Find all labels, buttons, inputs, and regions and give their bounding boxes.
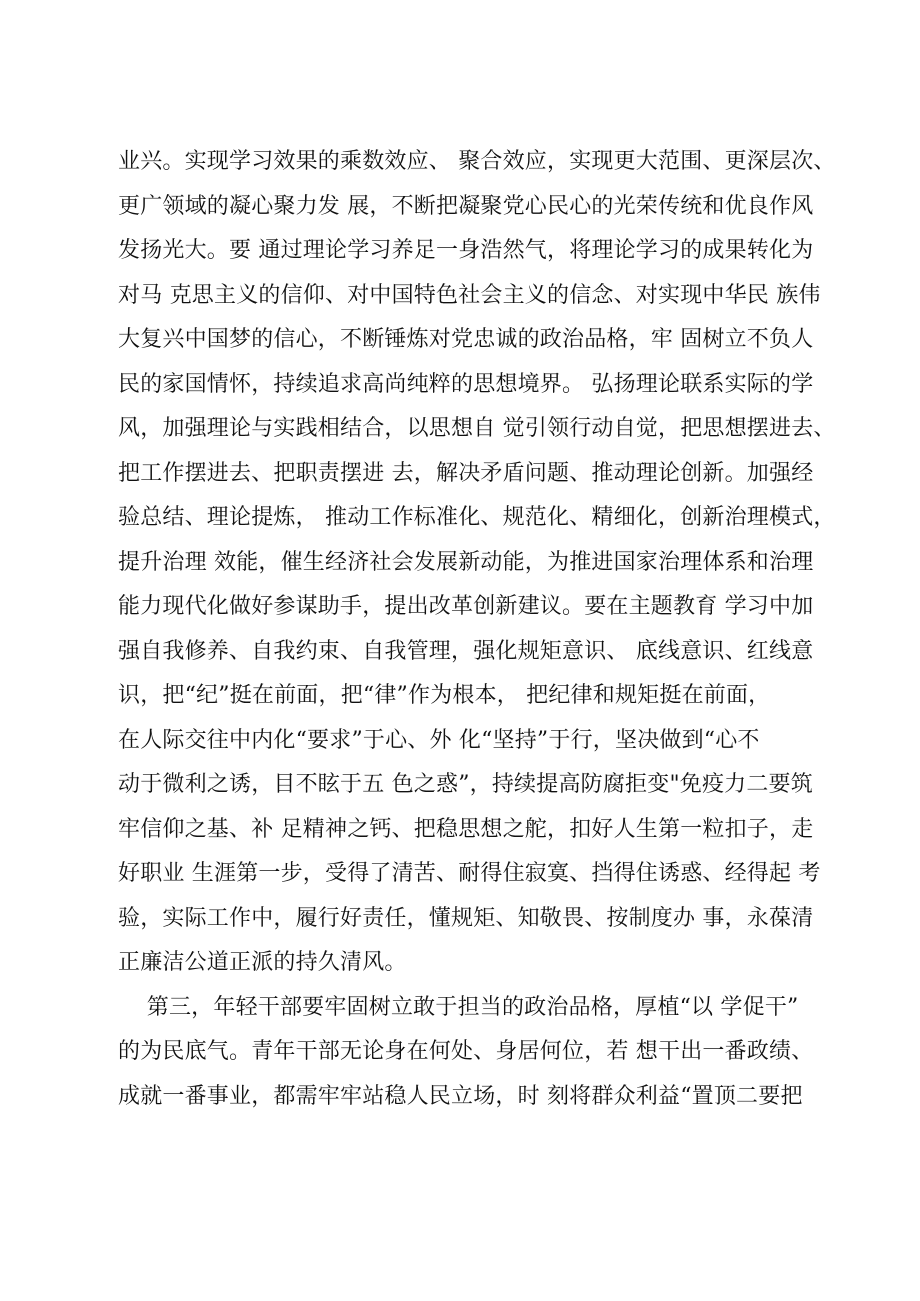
- text-line: 验，实际工作中，履行好责任，懂规矩、知敬畏、按制度办 事，永葆清: [118, 905, 814, 931]
- text-line: 动于微利之诱，目不眩于五 色之惑”，持续提高防腐拒变"免疫力二要筑: [118, 772, 813, 797]
- text-line: 能力现代化做好参谋助手，提出改革创新建议。要在主题教育 学习中加: [118, 594, 814, 619]
- text-line: 的为民底气。青年干部无论身在何处、身居何位，若 想干出一番政绩、: [118, 1039, 814, 1064]
- text-line: 成就一番事业，都需牢牢站稳人民立场，时 刻将群众利益“置顶二要把: [118, 1083, 803, 1109]
- text-line: 风，加强理论与实践相结合，以思想自 觉引领行动自觉，把思想摆进去、: [118, 416, 836, 441]
- text-line: 好职业 生涯第一步，受得了清苦、耐得住寂寞、挡得住诱惑、经得起 考: [118, 861, 821, 886]
- body-text: [118, 140, 836, 1119]
- text-line: 把工作摆进去、把职责摆进 去，解决矛盾问题、推动理论创新。加强经: [118, 460, 814, 486]
- text-line: 大复兴中国梦的信心，不断锤炼对党忠诚的政治品格，牢 固树立不负人: [118, 327, 814, 352]
- text-line: 在人际交往中内化“要求”于心、外 化“坚持”于行，坚决做到“心不: [118, 727, 760, 753]
- text-line: 对马 克思主义的信仰、对中国特色社会主义的信念、对实现中华民 族伟: [118, 282, 821, 308]
- text-line: 识，把“纪”挺在前面，把“律”作为根本， 把纪律和规矩挺在前面，: [118, 683, 771, 708]
- text-line: 正廉洁公道正派的持久清风。: [118, 950, 407, 975]
- text-line: 发扬光大。要 通过理论学习养足一身浩然气，将理论学习的成果转化为: [118, 238, 814, 263]
- paragraph-start-line: 第三，年轻干部要牢固树立敢于担当的政治品格，厚植“以 学促干”: [118, 994, 799, 1020]
- text-line: 更广领域的凝心聚力发 展，不断把凝聚党心民心的光荣传统和优良作风: [118, 193, 814, 219]
- text-line: 强自我修养、自我约束、自我管理，强化规矩意识、 底线意识、红线意: [118, 638, 814, 664]
- text-line: 提升治理 效能，催生经济社会发展新动能，为推进国家治理体系和治理: [118, 549, 814, 575]
- text-line: 业兴。实现学习效果的乘数效应、 聚合效应，实现更大范围、更深层次、: [118, 149, 836, 174]
- text-line: 验总结、理论提炼， 推动工作标准化、规范化、精细化，创新治理模式，: [118, 505, 836, 530]
- text-line: 民的家国情怀，持续追求高尚纯粹的思想境界。 弘扬理论联系实际的学: [118, 371, 814, 397]
- text-line: 牢信仰之基、补 足精神之钙、把稳思想之舵，扣好人生第一粒扣子，走: [118, 816, 814, 842]
